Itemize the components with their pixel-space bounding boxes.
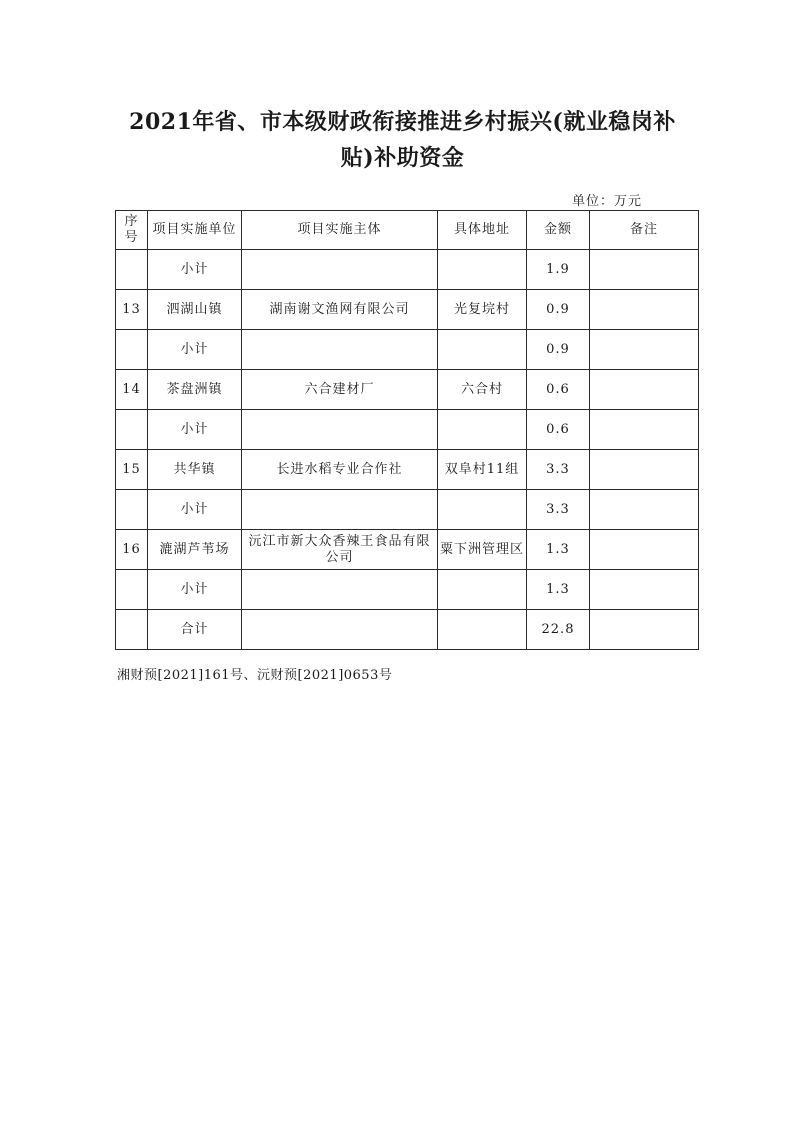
cell-unit: 小计 bbox=[148, 490, 242, 530]
cell-address: 粟下洲管理区 bbox=[438, 530, 527, 570]
cell-no bbox=[116, 410, 148, 450]
cell-note bbox=[590, 250, 699, 290]
cell-note bbox=[590, 570, 699, 610]
header-entity: 项目实施主体 bbox=[242, 211, 438, 250]
header-unit: 项目实施单位 bbox=[148, 211, 242, 250]
cell-amount: 0.6 bbox=[527, 410, 590, 450]
unit-label: 单位：万元 bbox=[572, 194, 643, 209]
cell-unit: 合计 bbox=[148, 610, 242, 650]
cell-no: 14 bbox=[116, 370, 148, 410]
table-row bbox=[116, 610, 699, 650]
table-row bbox=[116, 290, 699, 330]
cell-note bbox=[590, 530, 699, 570]
cell-unit: 小计 bbox=[148, 570, 242, 610]
cell-no bbox=[116, 570, 148, 610]
cell-address: 六合村 bbox=[438, 370, 527, 410]
cell-entity bbox=[242, 330, 438, 370]
cell-amount: 22.8 bbox=[527, 610, 590, 650]
cell-entity: 长进水稻专业合作社 bbox=[242, 450, 438, 490]
cell-no: 16 bbox=[116, 530, 148, 570]
cell-no: 15 bbox=[116, 450, 148, 490]
cell-no bbox=[116, 490, 148, 530]
cell-unit: 漉湖芦苇场 bbox=[148, 530, 242, 570]
cell-unit: 茶盘洲镇 bbox=[148, 370, 242, 410]
table-row bbox=[116, 330, 699, 370]
cell-unit: 小计 bbox=[148, 410, 242, 450]
cell-note bbox=[590, 410, 699, 450]
table-row bbox=[116, 570, 699, 610]
cell-amount: 1.3 bbox=[527, 530, 590, 570]
header-amount: 金额 bbox=[527, 211, 590, 250]
table-row bbox=[116, 450, 699, 490]
cell-address bbox=[438, 610, 527, 650]
cell-entity bbox=[242, 250, 438, 290]
cell-no bbox=[116, 330, 148, 370]
cell-unit: 泗湖山镇 bbox=[148, 290, 242, 330]
title-line-1: 2021年省、市本级财政衔接推进乡村振兴(就业稳岗补 bbox=[129, 109, 676, 135]
cell-entity: 沅江市新大众香辣王食品有限公司 bbox=[242, 530, 438, 570]
cell-unit: 小计 bbox=[148, 250, 242, 290]
cell-address bbox=[438, 490, 527, 530]
cell-note bbox=[590, 450, 699, 490]
cell-entity bbox=[242, 490, 438, 530]
cell-entity bbox=[242, 570, 438, 610]
cell-entity: 湖南谢文渔网有限公司 bbox=[242, 290, 438, 330]
title-line-2: 贴)补助资金 bbox=[340, 145, 465, 171]
table-row bbox=[116, 370, 699, 410]
cell-no: 13 bbox=[116, 290, 148, 330]
document-footer: 湘财预[2021]161号、沅财预[2021]0653号 bbox=[117, 668, 393, 683]
cell-unit: 小计 bbox=[148, 330, 242, 370]
cell-amount: 1.3 bbox=[527, 570, 590, 610]
cell-note bbox=[590, 490, 699, 530]
cell-amount: 1.9 bbox=[527, 250, 590, 290]
header-no: 序号 bbox=[116, 211, 148, 250]
cell-address bbox=[438, 570, 527, 610]
cell-unit: 共华镇 bbox=[148, 450, 242, 490]
table-row bbox=[116, 490, 699, 530]
cell-address: 光复垸村 bbox=[438, 290, 527, 330]
cell-entity bbox=[242, 410, 438, 450]
funding-table bbox=[115, 210, 699, 650]
table-row bbox=[116, 530, 699, 570]
table-header-row bbox=[116, 211, 699, 250]
cell-note bbox=[590, 330, 699, 370]
cell-address bbox=[438, 330, 527, 370]
header-note: 备注 bbox=[590, 211, 699, 250]
header-address: 具体地址 bbox=[438, 211, 527, 250]
cell-note bbox=[590, 370, 699, 410]
cell-address: 双阜村11组 bbox=[438, 450, 527, 490]
cell-no bbox=[116, 250, 148, 290]
table-row bbox=[116, 410, 699, 450]
cell-amount: 0.9 bbox=[527, 330, 590, 370]
cell-note bbox=[590, 610, 699, 650]
cell-entity bbox=[242, 610, 438, 650]
cell-address bbox=[438, 250, 527, 290]
table-row bbox=[116, 250, 699, 290]
cell-address bbox=[438, 410, 527, 450]
cell-amount: 3.3 bbox=[527, 450, 590, 490]
cell-amount: 0.9 bbox=[527, 290, 590, 330]
cell-amount: 0.6 bbox=[527, 370, 590, 410]
cell-note bbox=[590, 290, 699, 330]
cell-amount: 3.3 bbox=[527, 490, 590, 530]
cell-no bbox=[116, 610, 148, 650]
document-title bbox=[110, 104, 695, 176]
cell-entity: 六合建材厂 bbox=[242, 370, 438, 410]
